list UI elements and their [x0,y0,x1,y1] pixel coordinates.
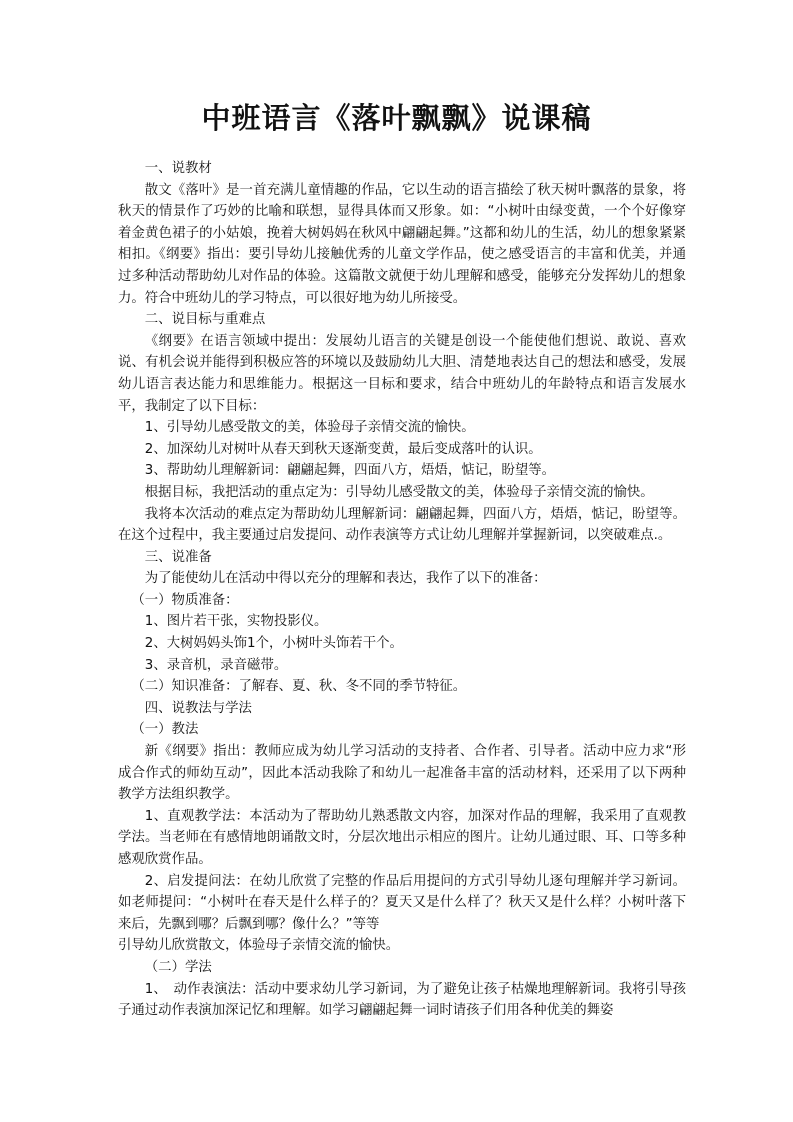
section-heading-methods: 四、说教法与学法 [144,700,252,716]
subheading-material-prep: （一）物质准备： [131,592,239,608]
method-item-2: 2、启发提问法：在幼儿欣赏了完整的作品后用提问的方式引导幼儿逐句理解并学习新词。如老师提问：“小树叶在春天是什么样子的？夏天又是什么样了？秋天又是什么样？小树叶落下来后，先飘到哪？后飘到哪？像什么？”等等 [118,873,686,932]
subheading-knowledge-prep: （二）知识准备：了解春、夏、秋、冬不同的季节特征。 [131,679,467,695]
subheading-teaching-method: （一）教法 [131,722,199,738]
paragraph-teaching-method: 新《纲要》指出：教师应成为幼儿学习活动的支持者、合作者、引导者。活动中应力求“形成合作式的师幼互动”，因此本活动我除了和幼儿一起准备丰富的活动材料，还采用了以下两种教学方法组织教学。 [118,744,686,803]
paragraph-textbook: 散文《落叶》是一首充满儿童情趣的作品，它以生动的语言描绘了秋天树叶飘落的景象，将秋天的情景作了巧妙的比喻和联想，显得具体而又形象。如：“小树叶由绿变黄，一个个好像穿着金黄色裙子的小姑娘，挽着大树妈妈在秋风中翩翩起舞。”这都和幼儿的生活，幼儿的想象紧紧相扣。《纲要》指出：要引导幼儿接触优秀的儿童文学作品，使之感受语言的丰富和优美，并通过多种活动帮助幼儿对作品的体验。这篇散文就便于幼儿理解和感受，能够充分发挥幼儿的想象力。符合中班幼儿的学习特点，可以很好地为幼儿所接受。 [118,182,686,306]
paragraph-guide-appreciation: 引导幼儿欣赏散文，体验母子亲情交流的愉快。 [118,938,400,954]
section-heading-preparation: 三、说准备 [144,549,212,565]
prep-item-1: 1、图片若干张，实物投影仪。 [144,614,328,630]
method-item-1: 1、直观教学法：本活动为了帮助幼儿熟悉散文内容，加深对作品的理解，我采用了直观教学法。当老师在有感情地朗诵散文时，分层次地出示相应的图片。让幼儿通过眼、耳、口等多种感观欣赏作品。 [118,808,686,867]
goal-item-2: 2、加深幼儿对树叶从春天到秋天逐渐变黄，最后变成落叶的认识。 [144,441,542,457]
document-title: 中班语言《落叶飘飘》说课稿 [201,101,592,135]
document-body [118,158,686,1022]
learning-item-1: 1、 动作表演法：活动中要求幼儿学习新词，为了避免让孩子枯燥地理解新词。我将引导孩子通过动作表演加深记忆和理解。如学习翩翩起舞一词时请孩子们用各种优美的舞姿 [118,981,686,1019]
paragraph-goals: 《纲要》在语言领域中提出：发展幼儿语言的关键是创设一个能使他们想说、敢说、喜欢说、有机会说并能得到积极应答的环境以及鼓励幼儿大胆、清楚地表达自己的想法和感受，发展幼儿语言表达能力和思维能力。根据这一目标和要求，结合中班幼儿的年龄特点和语言发展水平，我制定了以下目标： [118,333,686,414]
paragraph-key-point: 根据目标，我把活动的重点定为：引导幼儿感受散文的美，体验母子亲情交流的愉快。 [144,484,654,500]
section-heading-goals: 二、说目标与重难点 [144,312,266,328]
section-heading-textbook: 一、说教材 [144,161,212,176]
prep-item-2: 2、大树妈妈头饰1个，小树叶头饰若干个。 [144,636,403,652]
paragraph-difficulty: 我将本次活动的难点定为帮助幼儿理解新词：翩翩起舞，四面八方，焐焐，惦记，盼望等。在这个过程中，我主要通过启发提问、动作表演等方式让幼儿理解并掌握新词，以突破难点.。 [118,506,686,544]
paragraph-preparation: 为了能使幼儿在活动中得以充分的理解和表达，我作了以下的准备： [144,571,547,587]
goal-item-1: 1、引导幼儿感受散文的美，体验母子亲情交流的愉快。 [144,420,475,436]
prep-item-3: 3、录音机，录音磁带。 [144,657,288,673]
subheading-learning-method: （二）学法 [144,959,212,975]
goal-item-3: 3、帮助幼儿理解新词：翩翩起舞，四面八方，焐焐，惦记，盼望等。 [144,463,556,479]
